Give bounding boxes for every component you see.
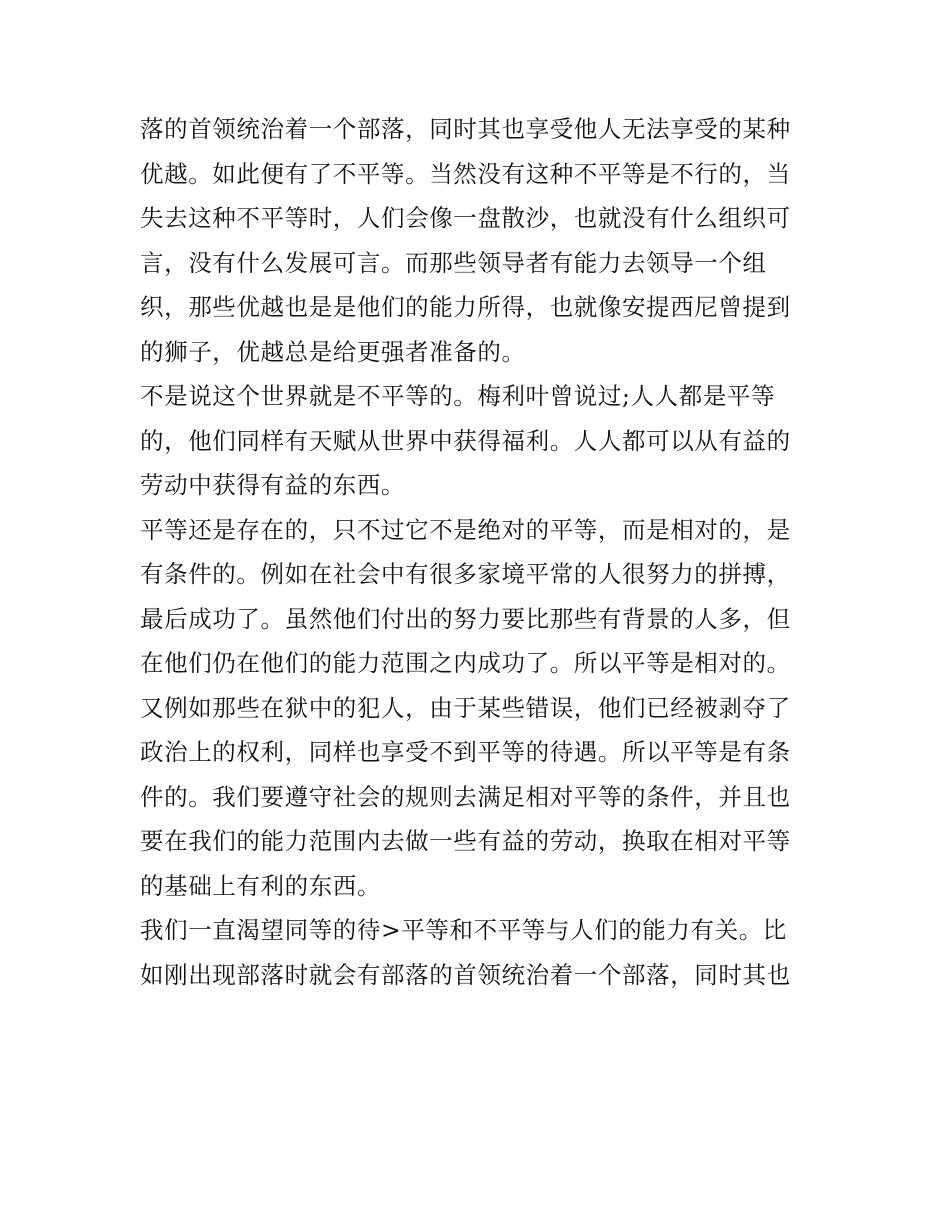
text-line: 的狮子，优越总是给更强者准备的。 bbox=[140, 337, 526, 366]
text-line: 不是说这个世界就是不平等的。梅利叶曾说过;人人都是平等 bbox=[140, 382, 776, 410]
text-line: 落的首领统治着一个部落，同时其也享受他人无法享受的某种 bbox=[140, 115, 791, 143]
text-line: 言，没有什么发展可言。而那些领导者有能力去领导一个组 bbox=[140, 248, 767, 277]
text-line: 最后成功了。虽然他们付出的努力要比那些有背景的人多，但 bbox=[140, 604, 791, 633]
text-line: 又例如那些在狱中的犯人，由于某些错误，他们已经被剥夺了 bbox=[140, 693, 791, 722]
text-line: 的基础上有利的东西。 bbox=[140, 871, 381, 900]
text-line: 我们一直渴望同等的待>平等和不平等与人们的能力有关。比 bbox=[140, 916, 787, 944]
text-line: 平等还是存在的，只不过它不是绝对的平等，而是相对的，是 bbox=[140, 515, 791, 544]
text-line: 失去这种不平等时，人们会像一盘散沙，也就没有什么组织可 bbox=[140, 204, 791, 232]
body-text bbox=[140, 107, 820, 997]
text-line: 如刚出现部落时就会有部落的首领统治着一个部落，同时其也 bbox=[140, 960, 791, 989]
text-line: 政治上的权利，同样也享受不到平等的待遇。所以平等是有条 bbox=[140, 738, 791, 766]
text-line: 有条件的。例如在社会中有很多家境平常的人很努力的拼搏， bbox=[140, 560, 791, 588]
text-line: 劳动中获得有益的东西。 bbox=[140, 471, 406, 499]
text-line: 要在我们的能力范围内去做一些有益的劳动，换取在相对平等 bbox=[140, 827, 791, 855]
text-line: 的，他们同样有天赋从世界中获得福利。人人都可以从有益的 bbox=[140, 426, 791, 455]
text-line: 在他们仍在他们的能力范围之内成功了。所以平等是相对的。 bbox=[140, 649, 791, 677]
text-line: 优越。如此便有了不平等。当然没有这种不平等是不行的，当 bbox=[140, 159, 791, 188]
text-line: 织，那些优越也是是他们的能力所得，也就像安提西尼曾提到 bbox=[140, 293, 791, 321]
text-line: 件的。我们要遵守社会的规则去满足相对平等的条件，并且也 bbox=[140, 782, 791, 811]
